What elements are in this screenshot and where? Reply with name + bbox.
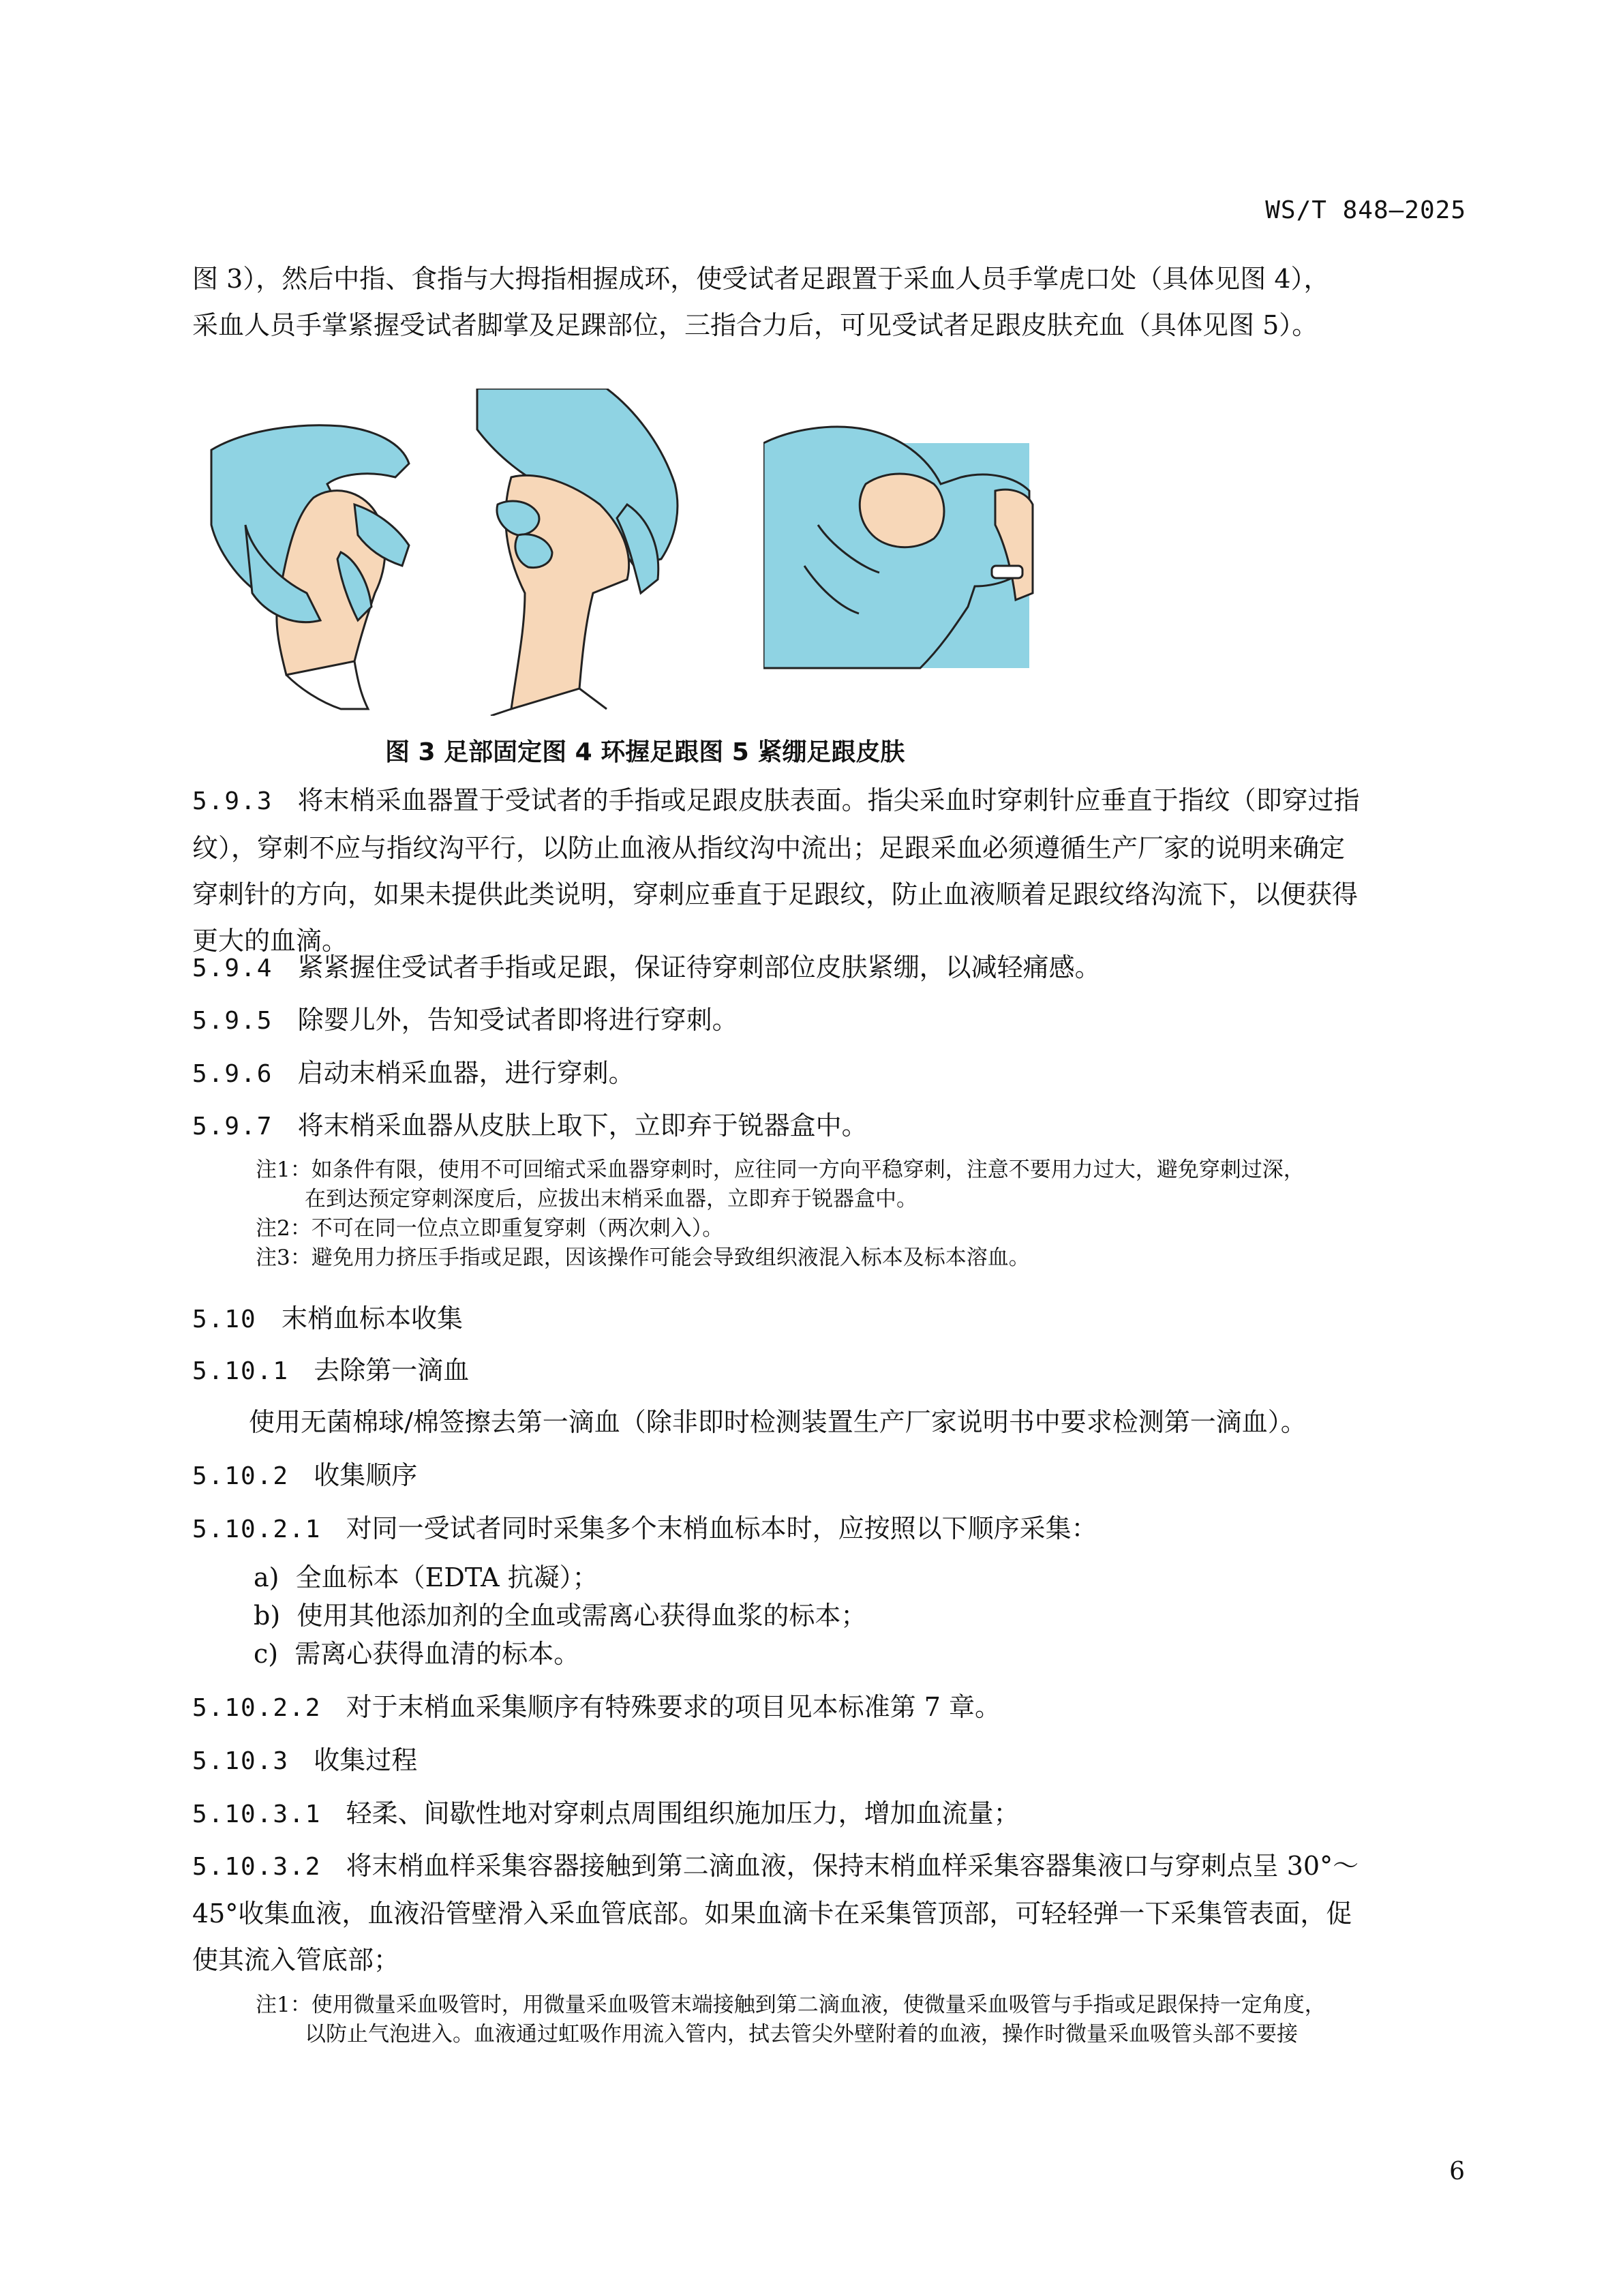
section-5-10-3-2 bbox=[192, 1843, 1460, 1983]
section-line-4: 更大的血滴。 bbox=[192, 926, 348, 956]
section-number: 5.10.2 bbox=[192, 1462, 290, 1490]
figure-caption: 图 3 足部固定图 4 环握足跟图 5 紧绷足跟皮肤 bbox=[385, 738, 905, 766]
section-5-10-1-text: 使用无菌棉球/棉签擦去第一滴血（除非即时检测装置生产厂家说明书中要求检测第一滴血）。 bbox=[249, 1407, 1307, 1437]
list-item bbox=[254, 1597, 866, 1635]
list-item bbox=[254, 1635, 866, 1673]
section-number: 5.9.5 bbox=[192, 1007, 273, 1035]
collection-order-list bbox=[254, 1558, 866, 1673]
list-marker: c) bbox=[254, 1639, 279, 1669]
section-number: 5.10.2.1 bbox=[192, 1515, 322, 1543]
section-number: 5.9.6 bbox=[192, 1060, 273, 1088]
section-number: 5.10.2.2 bbox=[192, 1694, 322, 1722]
section-number: 5.9.4 bbox=[192, 954, 273, 982]
section-line-1: 将末梢血样采集容器接触到第二滴血液，保持末梢血样采集容器集液口与穿刺点呈 30°～ bbox=[346, 1851, 1359, 1881]
section-5-10-3-1 bbox=[192, 1790, 1460, 1838]
page-number: 6 bbox=[1449, 2158, 1465, 2186]
section-line-1: 将末梢采血器置于受试者的手指或足跟皮肤表面。指尖采血时穿刺针应垂直于指纹（即穿过指 bbox=[297, 785, 1360, 815]
document-id: WS/T 848—2025 bbox=[1265, 196, 1466, 224]
notes-block-2 bbox=[256, 1991, 1476, 2049]
section-number: 5.10.3 bbox=[192, 1747, 290, 1775]
section-text: 除婴儿外，告知受试者即将进行穿刺。 bbox=[297, 1005, 738, 1035]
section-5-10-3 bbox=[192, 1737, 1460, 1785]
section-title: 末梢血标本收集 bbox=[281, 1303, 463, 1333]
list-text: 需离心获得血清的标本。 bbox=[294, 1639, 580, 1669]
note-text: 以防止气泡进入。血液通过虹吸作用流入管内，拭去管尖外壁附着的血液，操作时微量采血吸管头部不要接 bbox=[305, 2022, 1298, 2046]
section-5-10 bbox=[192, 1295, 1460, 1343]
section-number: 5.10.1 bbox=[192, 1357, 290, 1385]
figure-5-tight-heel-skin bbox=[763, 389, 1036, 675]
section-number: 5.9.3 bbox=[192, 787, 273, 815]
section-5-9-7 bbox=[192, 1102, 1460, 1150]
list-marker: a) bbox=[254, 1562, 279, 1592]
section-5-9-4 bbox=[192, 944, 1460, 992]
section-5-9-5 bbox=[192, 997, 1460, 1044]
section-5-10-2-1 bbox=[192, 1505, 1460, 1553]
intro-line-2: 采血人员手掌紧握受试者脚掌及足踝部位，三指合力后，可见受试者足跟皮肤充血（具体见图 5）。 bbox=[192, 310, 1318, 340]
list-text: 使用其他添加剂的全血或需离心获得血浆的标本； bbox=[297, 1601, 867, 1631]
note-label: 注1： bbox=[256, 1993, 312, 2017]
figure-4-heel-grip bbox=[470, 389, 695, 716]
note-text: 在到达预定穿刺深度后，应拔出末梢采血器，立即弃于锐器盒中。 bbox=[305, 1187, 917, 1211]
note-label: 注3： bbox=[256, 1245, 312, 1270]
section-text: 将末梢采血器从皮肤上取下，立即弃于锐器盒中。 bbox=[297, 1111, 868, 1141]
note-label: 注2： bbox=[256, 1216, 312, 1241]
section-line-3: 使其流入管底部； bbox=[192, 1945, 400, 1975]
note-label: 注1： bbox=[256, 1158, 312, 1182]
section-number: 5.10.3.1 bbox=[192, 1800, 322, 1828]
section-number: 5.9.7 bbox=[192, 1113, 273, 1141]
note-text: 使用微量采血吸管时，用微量采血吸管末端接触到第二滴血液，使微量采血吸管与手指或足跟保持一定角度， bbox=[311, 1993, 1326, 2017]
intro-paragraph bbox=[192, 256, 1460, 348]
intro-line-1: 图 3），然后中指、食指与大拇指相握成环，使受试者足跟置于采血人员手掌虎口处（具体见图 4）， bbox=[192, 264, 1330, 294]
section-text: 对于末梢血采集顺序有特殊要求的项目见本标准第 7 章。 bbox=[346, 1692, 1001, 1722]
section-line-2: 45°收集血液，血液沿管壁滑入采血管底部。如果血滴卡在采集管顶部，可轻轻弹一下采集管表面，促 bbox=[192, 1899, 1352, 1929]
section-line-2: 纹），穿刺不应与指纹沟平行，以防止血液从指纹沟中流出；足跟采血必须遵循生产厂家的说明来确定 bbox=[192, 833, 1346, 863]
list-text: 全血标本（EDTA 抗凝）； bbox=[295, 1562, 598, 1592]
section-title: 去除第一滴血 bbox=[314, 1355, 470, 1385]
section-text: 对同一受试者同时采集多个末梢血标本时，应按照以下顺序采集： bbox=[346, 1513, 1097, 1543]
figure-3-foot-fixation bbox=[204, 389, 457, 716]
notes-block-1 bbox=[256, 1155, 1476, 1273]
section-number: 5.10.3.2 bbox=[192, 1853, 322, 1881]
section-text: 紧紧握住受试者手指或足跟，保证待穿刺部位皮肤紧绷，以减轻痛感。 bbox=[297, 952, 1101, 982]
section-5-10-2-2 bbox=[192, 1684, 1460, 1732]
section-5-10-1 bbox=[192, 1347, 1460, 1395]
note-text: 不可在同一位点立即重复穿刺（两次刺入）。 bbox=[311, 1216, 724, 1241]
section-title: 收集顺序 bbox=[314, 1460, 418, 1490]
section-5-10-2 bbox=[192, 1452, 1460, 1500]
section-5-9-6 bbox=[192, 1050, 1460, 1098]
section-text: 轻柔、间歇性地对穿刺点周围组织施加压力，增加血流量； bbox=[346, 1798, 1020, 1828]
list-marker: b) bbox=[254, 1601, 281, 1631]
section-line-3: 穿刺针的方向，如果未提供此类说明，穿刺应垂直于足跟纹，防止血液顺着足跟纹络沟流下，以便获得 bbox=[192, 879, 1359, 909]
note-text: 避免用力挤压手指或足跟，因该操作可能会导致组织液混入标本及标本溶血。 bbox=[311, 1245, 1030, 1270]
note-text: 如条件有限，使用不可回缩式采血器穿刺时，应往同一方向平稳穿刺，注意不要用力过大，避免穿刺过深， bbox=[311, 1158, 1305, 1182]
list-item bbox=[254, 1558, 866, 1597]
section-5-9-3 bbox=[192, 777, 1460, 964]
section-title: 收集过程 bbox=[314, 1745, 418, 1775]
section-text: 启动末梢采血器，进行穿刺。 bbox=[297, 1058, 635, 1088]
section-number: 5.10 bbox=[192, 1305, 257, 1333]
